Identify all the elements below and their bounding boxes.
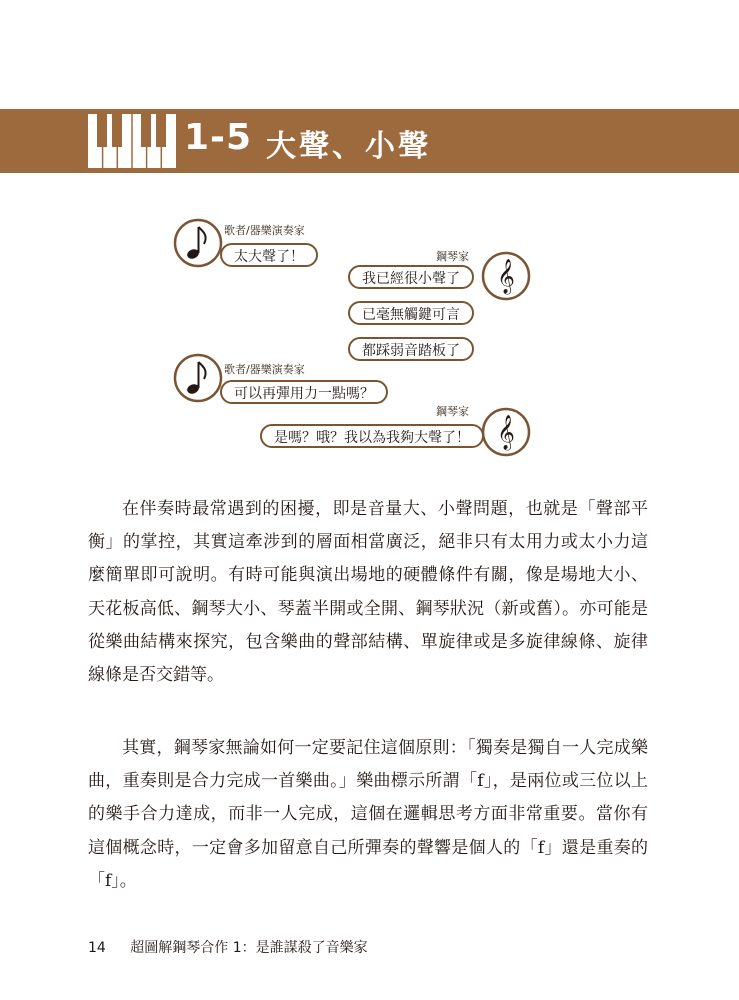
speech-bubble: 可以再彈用力一點嗎？ <box>220 380 388 404</box>
speaker-label-pianist: 鋼琴家 <box>436 405 469 418</box>
page-number: 14 <box>88 940 106 956</box>
body-paragraph: 其實，鋼琴家無論如何一定要記住這個原則：「獨奏是獨自一人完成樂曲，重奏則是合力完成一首樂曲。」樂曲標示所謂「f」，是兩位或三位以上的樂手合力達成，而非一人完成，這個在邏輯思考方面非常重要。當你有這個概念時，一定會多加留意自己所彈奏的聲響是個人的「f」還是重奏的「f」。 <box>88 738 648 891</box>
speech-bubble: 已毫無觸鍵可言 <box>348 301 474 325</box>
treble-clef-icon <box>483 409 529 455</box>
body-paragraph: 在伴奏時最常遇到的困擾，即是音量大、小聲問題，也就是「聲部平衡」的掌控，其實這牽涉到的層面相當廣泛，絕非只有太用力或太小力這麼簡單即可說明。有時可能與演出場地的硬體條件有關，像是場地大小、天花板高低、鋼琴大小、琴蓋半開或全開、鋼琴狀況（新或舊）。亦可能是從樂曲結構來探究，包含樂曲的聲部結構、單旋律或是多旋律線條、旋律線條是否交錯等。 <box>88 499 648 686</box>
speaker-label-pianist: 鋼琴家 <box>436 250 469 263</box>
speech-bubble: 我已經很小聲了 <box>348 265 474 289</box>
page-footer <box>88 937 368 957</box>
speech-bubble: 都踩弱音踏板了 <box>348 337 474 361</box>
eighth-note-icon <box>175 220 221 266</box>
dialog-illustration <box>160 210 540 460</box>
chapter-number: 1-5 <box>184 117 253 158</box>
book-title: 超圖解鋼琴合作 1：是誰謀殺了音樂家 <box>130 940 368 956</box>
svg-text:𝄞: 𝄞 <box>497 415 515 450</box>
chapter-title: 大聲、小聲 <box>266 129 431 164</box>
svg-text:𝄞: 𝄞 <box>497 259 515 294</box>
speech-bubble: 是嗎？哦？我以為我夠大聲了！ <box>260 424 484 448</box>
speaker-label-singer: 歌者/器樂演奏家 <box>224 363 305 376</box>
treble-clef-icon <box>483 253 529 299</box>
chapter-header-band <box>0 109 739 173</box>
speaker-label-singer: 歌者/器樂演奏家 <box>224 224 305 237</box>
piano-keys-icon <box>88 114 176 168</box>
speech-bubble: 太大聲了！ <box>220 243 318 267</box>
eighth-note-icon <box>175 355 221 401</box>
